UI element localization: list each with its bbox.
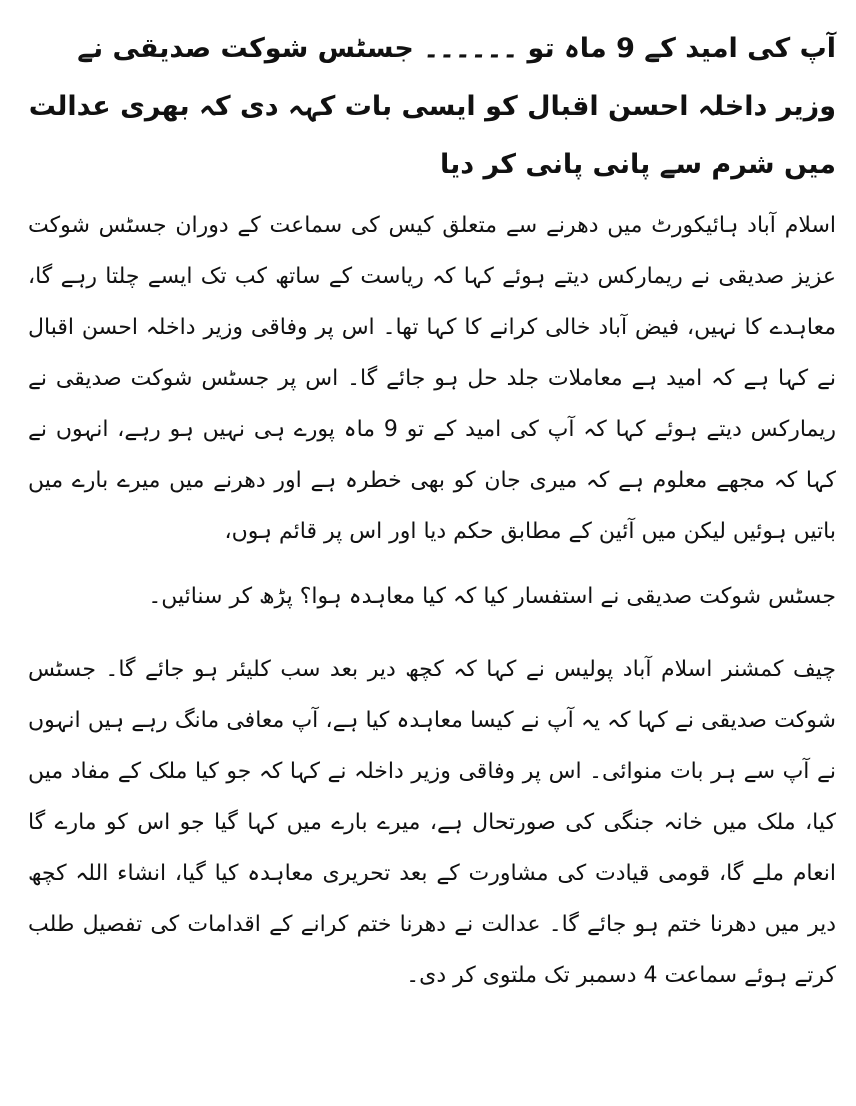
article-paragraph-3: چیف کمشنر اسلام آباد پولیس نے کہا کہ کچھ دیر بعد سب کلیئر ہو جائے گا۔ جسٹس شوکت صدیقی نے کہا کہ یہ آپ نے کیسا معاہدہ کیا ہے، آپ معافی مانگ رہے ہیں انہوں نے آپ سے ہر بات منوائی۔ اس پر وفاقی وزیر داخلہ نے کہا کہ جو کیا ملک کے مفاد میں کیا، ملک میں خانہ جنگی کی صورتحال ہے، میرے بارے میں کہا گیا جو اس کو مارے گا انعام ملے گا، قومی قیادت کی مشاورت کے بعد تحریری معاہدہ کیا گیا، انشاﺀ اللہ کچھ دیر میں دھرنا ختم ہو جائے گا۔ عدالت نے دھرنا ختم کرانے کے اقدامات کی تفصیل طلب کرتے ہوئے سماعت 4 دسمبر تک ملتوی کر دی۔ xyxy=(28,657,836,988)
article-paragraph-2: جسٹس شوکت صدیقی نے استفسار کیا کہ کیا معاہدہ ہوا؟ پڑھ کر سنائیں۔ xyxy=(148,584,836,609)
article-paragraph-1: اسلام آباد ہائیکورٹ میں دھرنے سے متعلق کیس کی سماعت کے دوران جسٹس شوکت عزیز صدیقی نے ریمارکس دیتے ہوئے کہا کہ ریاست کے ساتھ کب تک ایسے چلتا رہے گا، معاہدے کا نہیں، فیض آباد خالی کرانے کا کہا تھا۔ اس پر وفاقی وزیر داخلہ احسن اقبال نے کہا ہے کہ امید ہے معاملات جلد حل ہو جائے گا۔ اس پر جسٹس شوکت صدیقی نے ریمارکس دیتے ہوئے کہا کہ آپ کی امید کے تو 9 ماہ پورے ہی نہیں ہو رہے، انہوں نے کہا کہ مجھے معلوم ہے کہ میری جان کو بھی خطرہ ہے اور دھرنے میں میرے بارے میں باتیں ہوئیں لیکن میں آئین کے مطابق حکم دیا اور اس پر قائم ہوں، xyxy=(28,213,836,544)
article-headline: آپ کی امید کے 9 ماہ تو ۔۔۔۔۔۔ جسٹس شوکت صدیقی نے وزیر داخلہ احسن اقبال کو ایسی بات کہہ دی کہ بھری عدالت میں شرم سے پانی پانی کر دیا xyxy=(28,33,836,180)
article xyxy=(28,20,836,1001)
